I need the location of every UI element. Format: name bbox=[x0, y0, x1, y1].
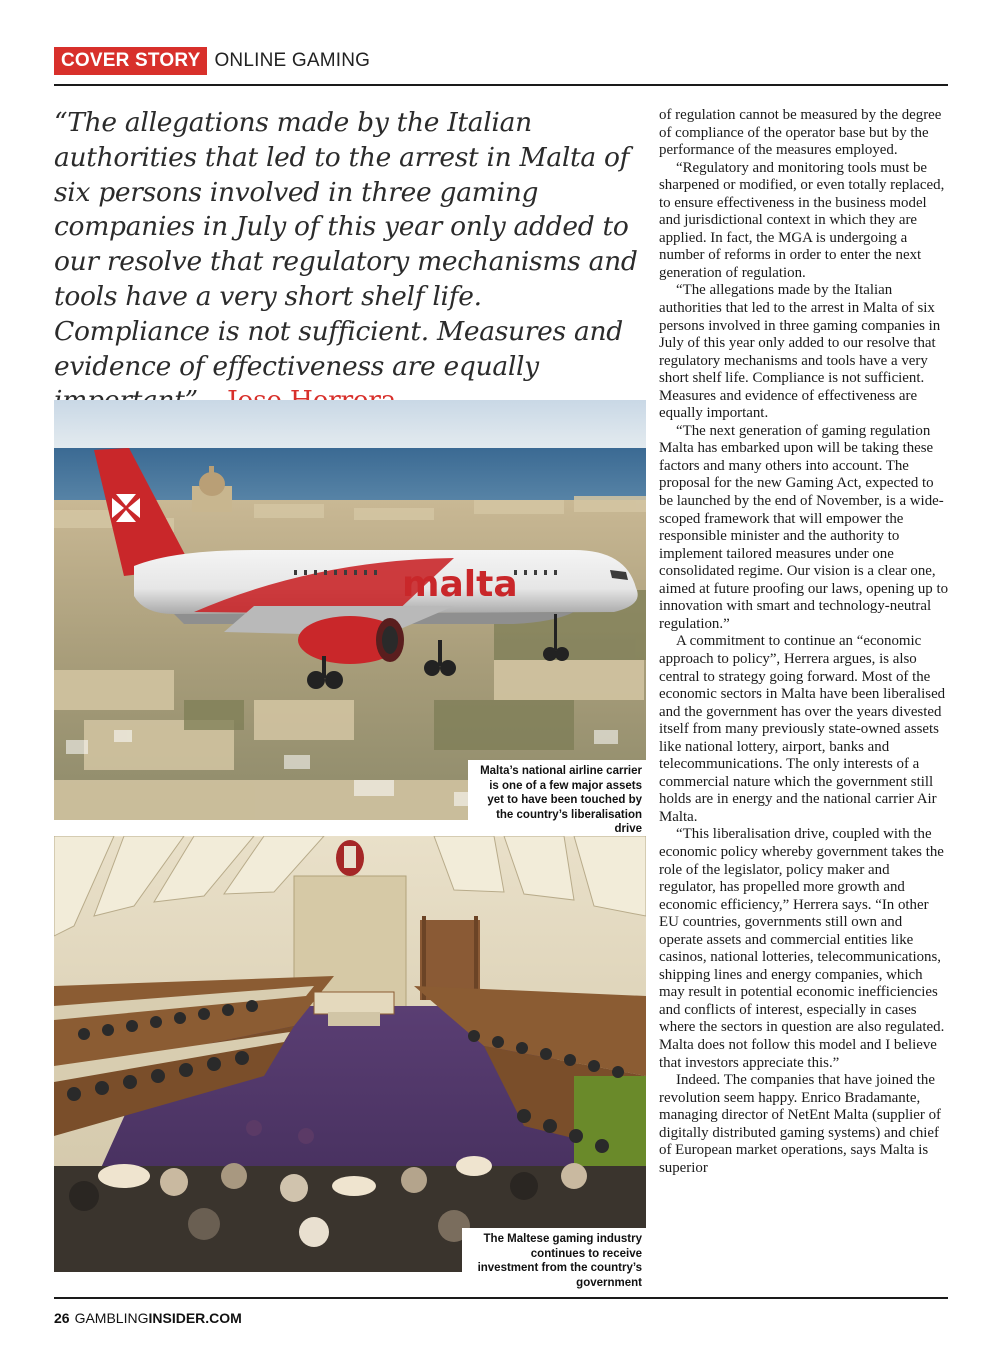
parliament-photo bbox=[54, 836, 646, 1272]
pull-quote-text: “The allegations made by the Italian authorities that led to the arrest in Malta of six persons involved in three gaming companies in July of this year only added to our resolve that regulatory mechanisms and tools have a very short shelf life. Compliance is not sufficient. Measures and evidence of effectiveness are equally bbox=[54, 107, 638, 382]
airplane-photo-drawing bbox=[54, 400, 646, 820]
body-paragraph-6: “This liberalisation drive, coupled with the economic policy whereby government takes the role of the legislator, policy maker and regulator, has propelled more growth and economic efficiency,” Herrera says. “In other EU countries, governments still own and operate assets and commercial entities like casinos, national lotteries, telecommunications, shipping lines and energy companies, which may result in potential economic inefficiencies and conflicts of interest, especially in cases where the sectors in question are also regulated. Malta does not follow this model and I believe that investors appreciate this.” bbox=[659, 826, 945, 1071]
article-body bbox=[659, 107, 949, 1177]
photo-caption-parliament: The Maltese gaming industry continues to receive investment from the country’s government bbox=[462, 1228, 646, 1294]
section-sublabel: ONLINE GAMING bbox=[214, 50, 371, 71]
page-footer bbox=[54, 1310, 242, 1326]
livery-text: malta bbox=[402, 564, 518, 605]
body-paragraph-4: “The next generation of gaming regulation Malta has embarked upon will be taking these factors and many others into account. The proposal for the new Gaming Act, expected to be launched by the end of November, is a wide-scoped framework that will empower the responsible minister and the authority to implement tailored measures under one consolidated regime. Our vision is a clear one, aimed at future proofing our laws, opening up to innovation with smart and technology-neutral regulation.” bbox=[659, 422, 949, 632]
brand-name-light: GAMBLING bbox=[74, 1310, 149, 1326]
page-number: 26 bbox=[54, 1310, 70, 1326]
photo-caption-plane: Malta’s national airline carrier is one of a few major assets yet to have been touched by the country’s liberalisation drive bbox=[468, 760, 646, 841]
body-paragraph-7: Indeed. The companies that have joined the revolution seem happy. Enrico Bradamante, managing director of NetEnt Malta (supplier of digitally distributed gaming systems) and chief of European market operations, says Malta is superior bbox=[659, 1072, 942, 1176]
brand-name-bold: INSIDER.COM bbox=[148, 1310, 242, 1326]
section-label: COVER STORY bbox=[54, 47, 207, 75]
parliament-photo-drawing bbox=[54, 836, 646, 1272]
header-rule bbox=[54, 84, 948, 86]
body-paragraph-3: “The allegations made by the Italian authorities that led to the arrest in Malta of six persons involved in three gaming companies in July of this year only added to our resolve that regulatory mechanisms and tools have a very short shelf life. Compliance is not sufficient. Measures and evidence of effectiveness are equally important. bbox=[659, 282, 941, 422]
section-header bbox=[54, 46, 370, 76]
body-paragraph-5: A commitment to continue an “economic approach to policy”, Herrera argues, is also central to strategy going forward. Most of the economic sectors in Malta have been liberalised and the government has over the years divested itself from many previously state-owned assets like national lottery, airport, banks and telecommunications. The only interests of a commercial nature which the government still holds are in energy and the national carrier Air Malta. bbox=[659, 633, 946, 825]
body-paragraph-1: of regulation cannot be measured by the degree of compliance of the operator base but by the performance of the measures employed. bbox=[659, 107, 942, 159]
pull-quote bbox=[54, 106, 644, 419]
body-paragraph-2: “Regulatory and monitoring tools must be sharpened or modified, or even totally replaced, to ensure effectiveness in the business model and jurisdictional context in which they are applied. In fact, the MGA is undergoing a number of reforms in order to enter the next generation of regulation. bbox=[659, 159, 945, 281]
airplane-photo bbox=[54, 400, 646, 820]
footer-rule bbox=[54, 1297, 948, 1299]
